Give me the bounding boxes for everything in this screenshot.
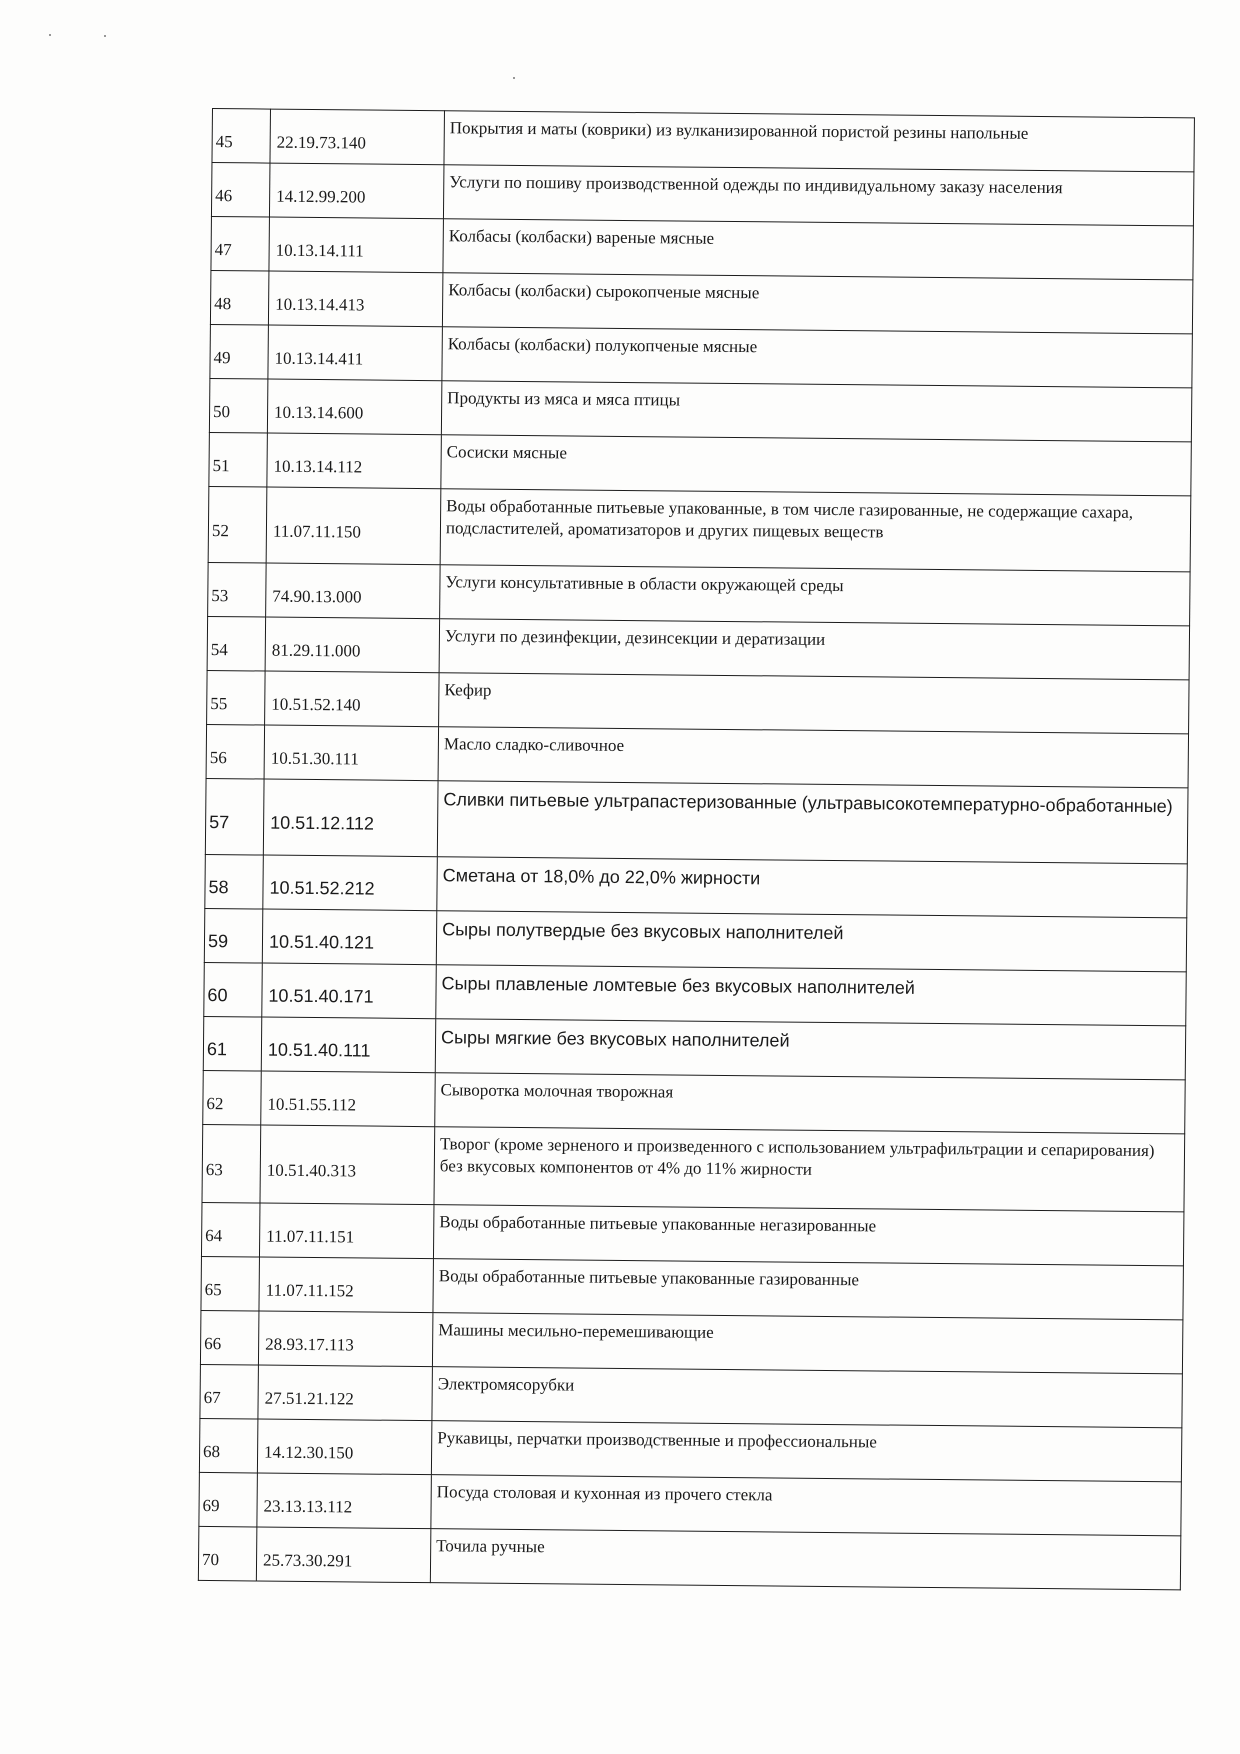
okpd-code-cell (266, 563, 441, 619)
row-number: 58 (208, 877, 229, 898)
table-row (203, 1016, 1185, 1079)
row-number: 69 (202, 1495, 220, 1515)
row-number: 68 (203, 1441, 221, 1461)
table-row (208, 486, 1191, 571)
okpd-code: 10.51.55.112 (267, 1094, 357, 1114)
okpd-code-cell (259, 1257, 434, 1313)
row-number-cell (211, 163, 270, 218)
row-number: 57 (209, 812, 230, 833)
product-name: Продукты из мяса и мяса птицы (447, 388, 681, 410)
product-name-cell (437, 857, 1187, 918)
okpd-code: 14.12.30.150 (264, 1442, 354, 1462)
okpd-code: 10.51.40.313 (266, 1160, 357, 1180)
product-name-cell (442, 273, 1192, 334)
table-row (207, 616, 1189, 679)
row-number-cell (207, 616, 266, 671)
row-number-cell (200, 1310, 259, 1365)
table-row (205, 854, 1187, 917)
row-number-cell (210, 270, 269, 325)
okpd-code-cell (258, 1365, 433, 1421)
okpd-code: 11.07.11.151 (266, 1226, 355, 1246)
table-row (212, 109, 1194, 172)
product-name: Колбасы (колбаски) полукопченые мясные (447, 334, 758, 357)
table-row (208, 562, 1190, 625)
product-name-cell (443, 219, 1193, 280)
row-number: 51 (212, 455, 230, 475)
table-row (211, 163, 1193, 226)
row-number: 62 (206, 1093, 224, 1113)
row-number-cell (198, 1526, 257, 1581)
table-body (198, 109, 1194, 1590)
product-name: Сметана от 18,0% до 22,0% жирности (442, 865, 761, 889)
okpd-code: 10.13.14.413 (275, 294, 365, 314)
okpd-code-cell (267, 433, 442, 489)
okpd-code-cell (268, 325, 443, 381)
scan-speck (104, 35, 106, 37)
okpd-code: 10.51.12.112 (270, 812, 375, 834)
row-number-cell (211, 216, 270, 271)
table-row (209, 432, 1191, 495)
table-row (203, 1070, 1185, 1133)
table-row (205, 778, 1188, 863)
product-name-cell (431, 1421, 1181, 1482)
product-name: Масло сладко-сливочное (443, 734, 625, 755)
row-number: 53 (211, 585, 229, 605)
product-name-cell (443, 165, 1193, 226)
product-name: Сыры мягкие без вкусовых наполнителей (440, 1027, 790, 1051)
scan-speck (513, 77, 515, 79)
okpd-code: 10.51.40.111 (267, 1039, 371, 1061)
okpd-code-cell (259, 1203, 434, 1259)
row-number-cell (209, 378, 268, 433)
okpd-code-cell (256, 1527, 431, 1583)
row-number-cell (200, 1364, 259, 1419)
table-row (204, 962, 1186, 1025)
product-name: Творог (кроме зерненого и произведенного с использованием ультрафильтрации и сепарирования) без вкусовых компонентов от 4% до 11% жирности (439, 1134, 1155, 1179)
row-number: 61 (206, 1038, 228, 1060)
row-number-cell (203, 1070, 262, 1125)
product-name-cell (433, 1205, 1183, 1266)
product-name-cell (434, 1127, 1185, 1212)
product-name: Сыры плавленые ломтевые без вкусовых наполнителей (441, 973, 916, 998)
okpd-code-cell (267, 379, 442, 435)
product-name: Посуда столовая и кухонная из прочего стекла (436, 1482, 773, 1505)
product-name-cell (433, 1259, 1183, 1320)
table-row (211, 216, 1193, 279)
product-name: Услуги по дезинфекции, дезинсекции и дератизации (444, 626, 826, 649)
product-name: Электромясорубки (437, 1374, 575, 1395)
okpd-code-cell (265, 671, 440, 727)
okpd-code: 11.07.11.152 (265, 1280, 354, 1300)
table-row (200, 1310, 1182, 1373)
okpd-code-cell (261, 1071, 436, 1127)
row-number: 66 (204, 1333, 222, 1353)
row-number: 45 (215, 131, 233, 151)
okpd-code-cell (269, 163, 444, 219)
row-number: 67 (203, 1387, 221, 1407)
product-name-cell (441, 435, 1191, 496)
row-number: 55 (210, 693, 228, 713)
okpd-code: 27.51.21.122 (264, 1388, 354, 1408)
table-row (206, 724, 1188, 787)
okpd-code-cell (258, 1311, 433, 1367)
row-number: 60 (207, 984, 228, 1006)
okpd-code: 10.51.40.121 (268, 931, 375, 953)
product-name: Услуги по пошиву производственной одежды по индивидуальному заказу населения (449, 172, 1063, 198)
product-name: Колбасы (колбаски) сырокопченые мясные (448, 280, 760, 303)
product-name-cell (436, 965, 1186, 1026)
row-number: 70 (201, 1549, 220, 1569)
okpd-table (198, 108, 1195, 1590)
product-name: Услуги консультативные в области окружающей среды (445, 572, 844, 596)
product-name: Точила ручные (436, 1536, 545, 1557)
row-number-cell (207, 670, 266, 725)
table-row (201, 1202, 1183, 1265)
table-row (198, 1526, 1180, 1589)
row-number-cell (204, 962, 263, 1017)
product-name: Воды обработанные питьевые упакованные, в том числе газированные, не содержащие сахара, подсластителей, ароматизаторов и других пищевых веществ (445, 496, 1134, 542)
row-number-cell (205, 854, 264, 909)
row-number-cell (199, 1418, 258, 1473)
row-number: 52 (211, 520, 230, 540)
okpd-code: 10.13.14.112 (273, 456, 363, 476)
row-number: 64 (205, 1225, 223, 1245)
table-row (204, 908, 1186, 971)
okpd-code-cell (262, 963, 437, 1019)
okpd-code: 10.51.30.111 (270, 748, 359, 768)
okpd-code-cell (257, 1419, 432, 1475)
okpd-code-cell (263, 855, 438, 911)
okpd-code: 23.13.13.112 (263, 1496, 353, 1516)
product-name-cell (439, 619, 1189, 680)
table-row (210, 270, 1192, 333)
product-name-cell (439, 673, 1189, 734)
row-number: 54 (210, 639, 228, 659)
row-number-cell (205, 778, 264, 855)
row-number-cell (202, 1124, 261, 1203)
product-name: Покрытия и маты (коврики) из вулканизированной пористой резины напольные (449, 118, 1029, 143)
product-name: Воды обработанные питьевые упакованные негазированные (439, 1212, 877, 1236)
row-number: 48 (214, 293, 232, 313)
okpd-code-cell (263, 779, 438, 857)
okpd-code: 10.13.14.411 (274, 348, 364, 368)
row-number-cell (208, 486, 267, 563)
row-number-cell (201, 1202, 260, 1257)
product-name-cell (435, 1073, 1185, 1134)
okpd-code-cell (257, 1473, 432, 1529)
table-row (210, 324, 1192, 387)
product-name-cell (437, 781, 1188, 864)
row-number-cell (210, 324, 269, 379)
product-name-cell (435, 1019, 1185, 1080)
row-number: 49 (213, 347, 231, 367)
okpd-code: 81.29.11.000 (271, 640, 361, 660)
okpd-code: 10.13.14.600 (273, 402, 364, 422)
okpd-code: 25.73.30.291 (262, 1550, 353, 1570)
row-number: 59 (207, 931, 229, 952)
product-name-cell (438, 727, 1188, 788)
row-number-cell (212, 109, 271, 164)
okpd-code: 10.51.52.140 (271, 694, 361, 714)
table-row (202, 1124, 1185, 1211)
product-name-cell (441, 381, 1191, 442)
table-row (209, 378, 1191, 441)
product-name: Воды обработанные питьевые упакованные газированные (438, 1266, 860, 1290)
row-number-cell (204, 908, 263, 963)
okpd-code-cell (269, 217, 444, 273)
scan-speck (49, 34, 51, 36)
table-row (199, 1472, 1181, 1535)
okpd-code-cell (268, 271, 443, 327)
table-row (199, 1418, 1181, 1481)
product-name-cell (444, 111, 1194, 172)
product-name: Сыворотка молочная творожная (440, 1080, 674, 1102)
okpd-code-cell (270, 109, 445, 165)
row-number-cell (209, 432, 268, 487)
product-name: Кефир (444, 680, 492, 700)
okpd-code: 74.90.13.000 (272, 586, 362, 606)
product-name-cell (432, 1367, 1182, 1428)
row-number: 46 (215, 185, 233, 205)
product-name-cell (440, 489, 1191, 572)
okpd-code: 10.51.40.171 (268, 985, 374, 1007)
okpd-code-cell (262, 909, 437, 965)
row-number-cell (199, 1472, 258, 1527)
row-number-cell (208, 562, 267, 617)
okpd-code: 10.51.52.212 (269, 877, 375, 899)
row-number: 50 (213, 401, 231, 421)
okpd-code-cell (265, 617, 440, 673)
okpd-code: 22.19.73.140 (276, 132, 367, 152)
row-number-cell (203, 1016, 262, 1071)
okpd-code-cell (266, 487, 441, 565)
row-number: 65 (204, 1279, 222, 1299)
table-row (207, 670, 1189, 733)
row-number: 56 (209, 747, 227, 767)
okpd-code-cell (261, 1017, 436, 1073)
product-name-cell (431, 1475, 1181, 1536)
row-number-cell (201, 1256, 260, 1311)
okpd-code: 11.07.11.150 (272, 521, 362, 541)
product-name: Сыры полутвердые без вкусовых наполнителей (442, 919, 844, 944)
okpd-code: 28.93.17.113 (265, 1334, 354, 1354)
okpd-code-cell (260, 1125, 435, 1205)
product-name: Машины месильно-перемешивающие (438, 1320, 714, 1342)
okpd-code: 14.12.99.200 (276, 186, 366, 206)
product-name: Рукавицы, перчатки производственные и профессиональные (437, 1428, 877, 1452)
row-number-cell (206, 724, 265, 779)
table-row (200, 1364, 1182, 1427)
product-name: Сосиски мясные (446, 442, 568, 463)
product-name-cell (430, 1529, 1180, 1590)
product-name-cell (442, 327, 1192, 388)
row-number: 63 (205, 1159, 223, 1179)
okpd-code: 10.13.14.111 (275, 240, 364, 260)
okpd-code-cell (264, 725, 439, 781)
product-name-cell (440, 565, 1190, 626)
table-row (201, 1256, 1183, 1319)
product-name-cell (436, 911, 1186, 972)
product-name: Сливки питьевые ультрапастеризованные (ультравысокотемпературно-обработанные) (443, 789, 1173, 817)
row-number: 47 (214, 239, 232, 259)
product-name: Колбасы (колбаски) вареные мясные (448, 226, 715, 248)
product-name-cell (432, 1313, 1182, 1374)
